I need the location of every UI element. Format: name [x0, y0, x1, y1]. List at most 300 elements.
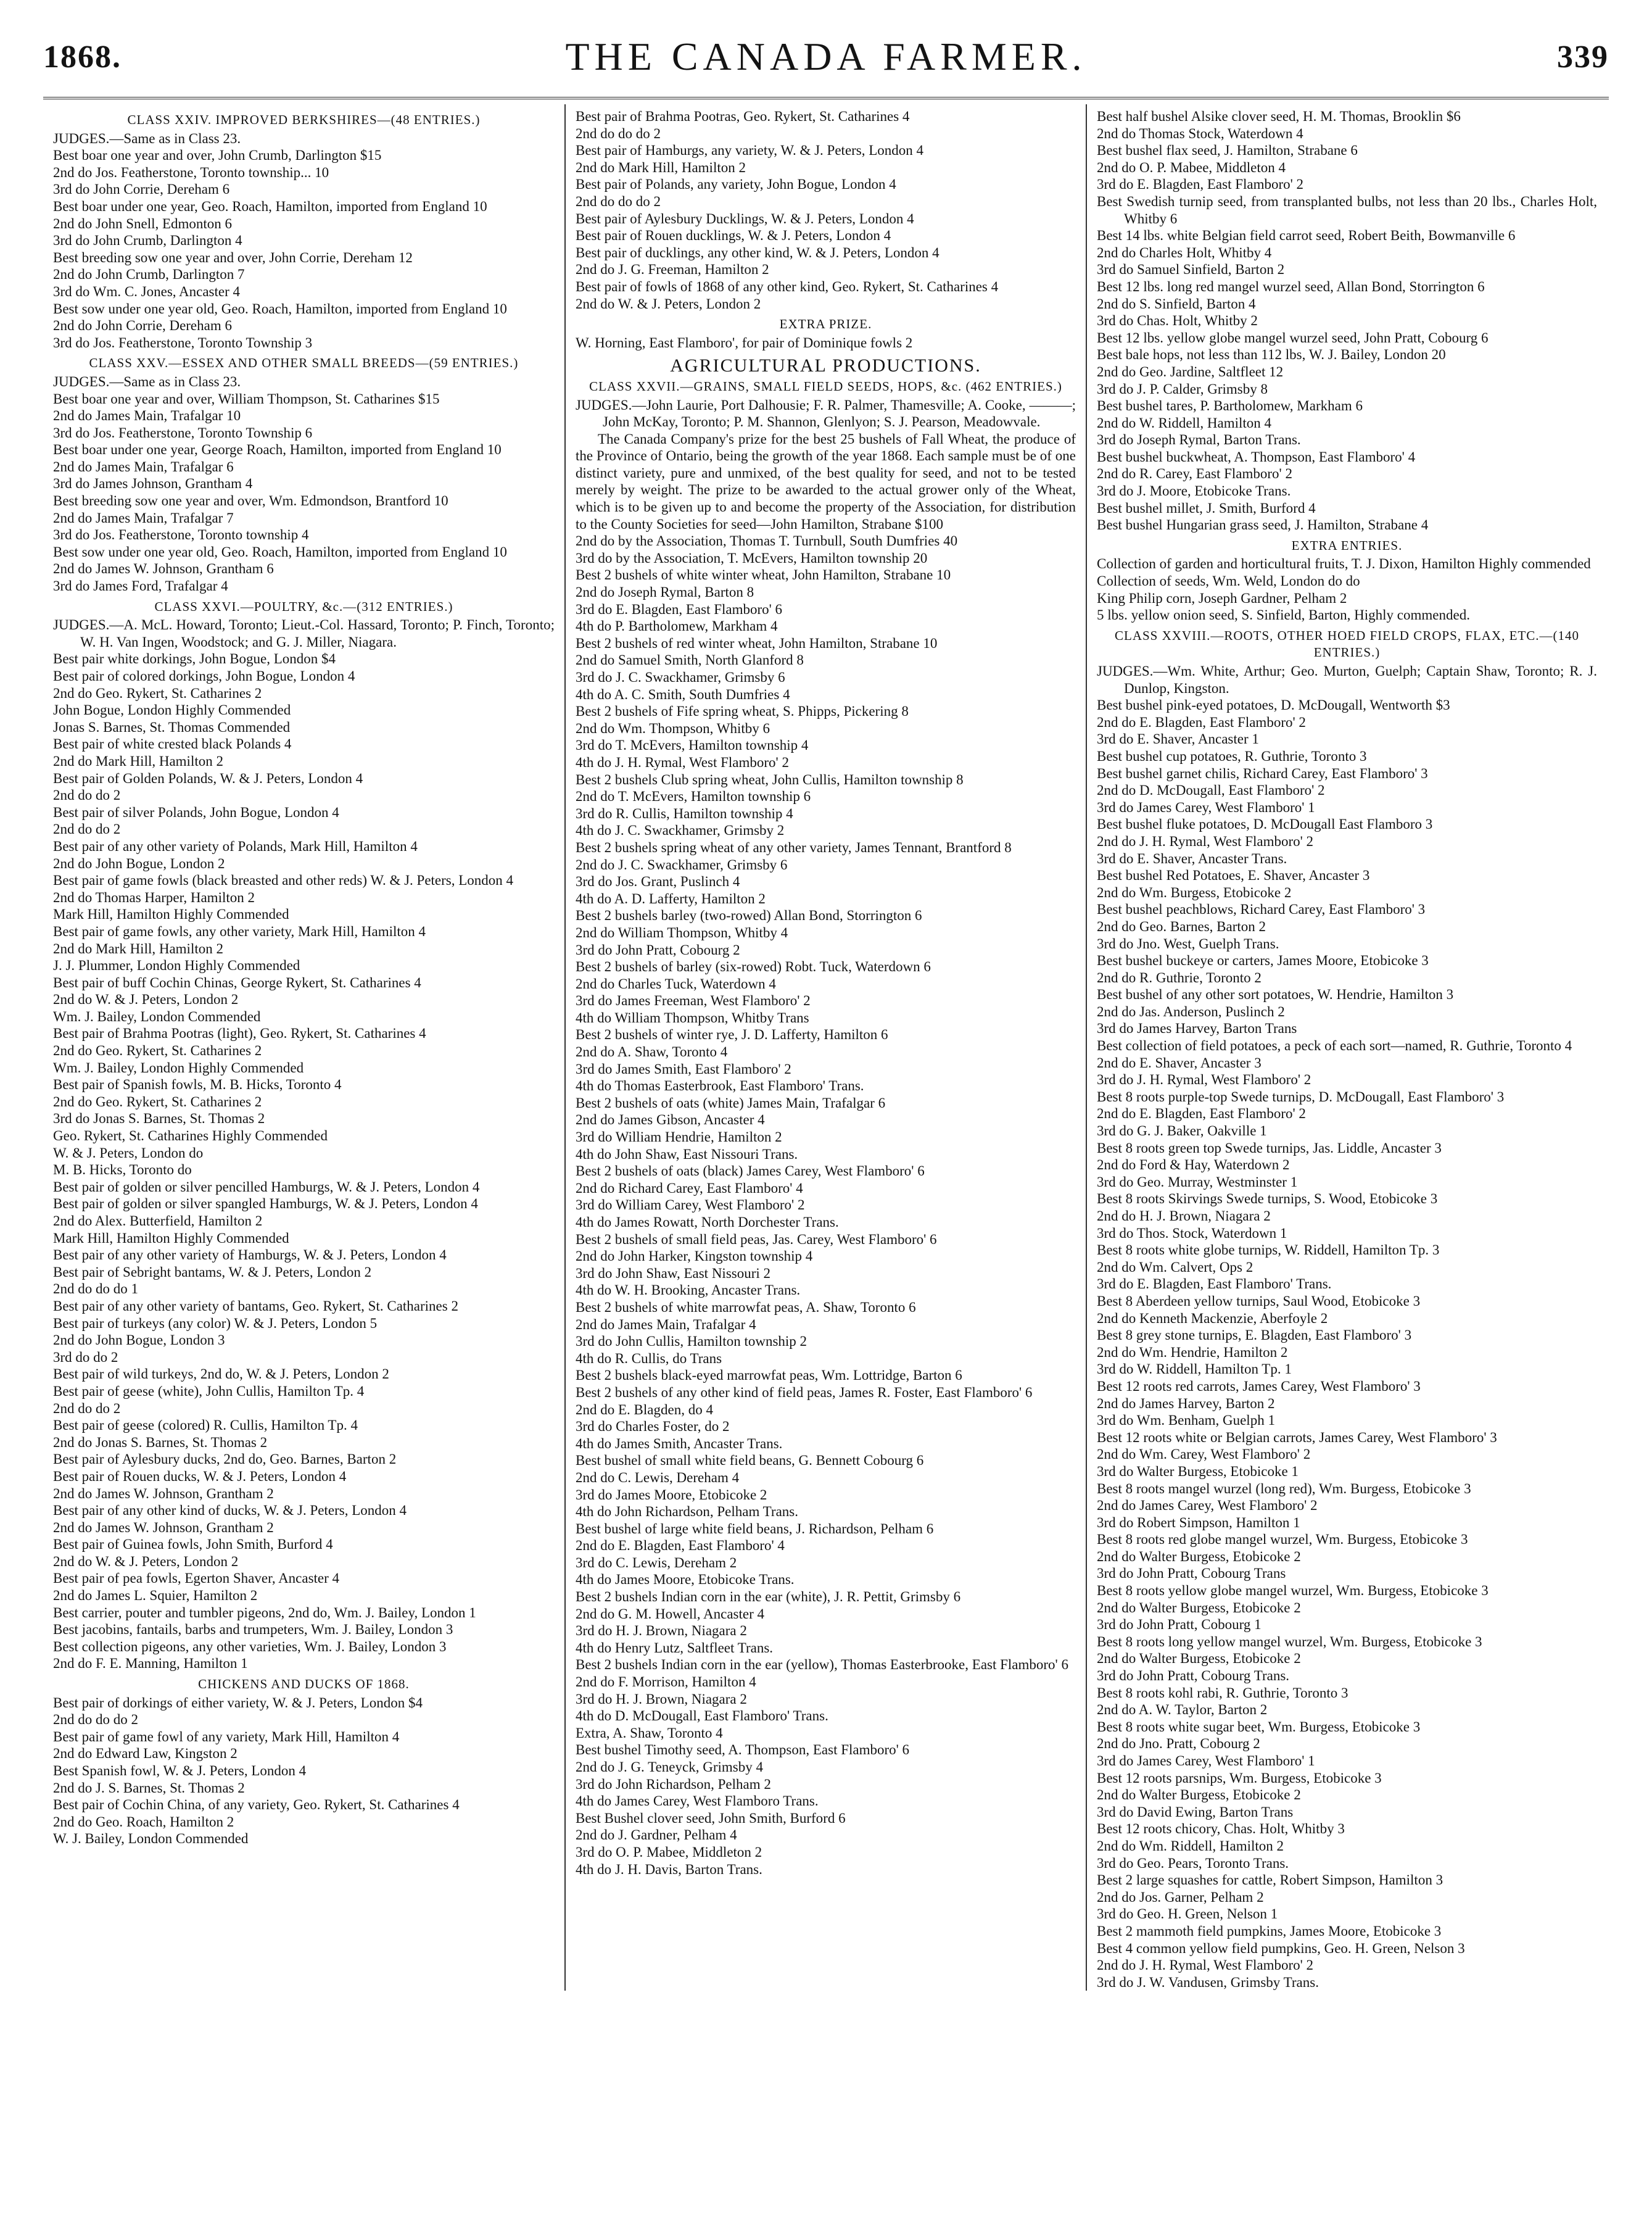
- prize-entry: 2nd do Wm. Carey, West Flamboro' 2: [1097, 1446, 1311, 1462]
- section-heading: AGRICULTURAL PRODUCTIONS.: [670, 355, 981, 376]
- prize-entry: 3rd do John Shaw, East Nissouri 2: [576, 1265, 771, 1281]
- prize-entry: Best pair of Polands, any variety, John Bogue, London 4: [576, 176, 896, 193]
- prize-entry: Best 2 bushels of oats (white) James Main, Trafalgar 6: [576, 1095, 886, 1111]
- prize-entry: Best pair of game fowls, any other variety, Mark Hill, Hamilton 4: [53, 923, 426, 939]
- columns: [43, 104, 1609, 1991]
- prize-entry: Best 2 mammoth field pumpkins, James Moore, Etobicoke 3: [1097, 1923, 1442, 1939]
- prize-entry: Best pair of buff Cochin Chinas, George Rykert, St. Catharines 4: [53, 974, 421, 990]
- prize-entry: Best 8 roots long yellow mangel wurzel, Wm. Burgess, Etobicoke 3: [1097, 1633, 1482, 1649]
- prize-entry: Best carrier, pouter and tumbler pigeons, 2nd do, Wm. J. Bailey, London 1: [53, 1604, 476, 1620]
- column-middle: [564, 104, 1086, 1991]
- prize-entry: 2nd do F. Morrison, Hamilton 4: [576, 1674, 756, 1690]
- prize-entry: 2nd do E. Blagden, East Flamboro' 2: [1097, 1106, 1306, 1122]
- prize-entry: 2nd do Mark Hill, Hamilton 2: [53, 753, 223, 769]
- prize-entry: Best 2 bushels of barley (six-rowed) Robt. Tuck, Waterdown 6: [576, 959, 931, 975]
- prize-entry: Best pair of dorkings of either variety, W. & J. Peters, London $4: [53, 1694, 423, 1710]
- prize-entry: 2nd do James L. Squier, Hamilton 2: [53, 1588, 258, 1604]
- prize-entry: 3rd do H. J. Brown, Niagara 2: [576, 1691, 747, 1707]
- prize-entry: 4th do John Shaw, East Nissouri Trans.: [576, 1146, 798, 1162]
- prize-entry: 2nd do Wm. Thompson, Whitby 6: [576, 720, 770, 736]
- prize-entry: Best pair of any other kind of ducks, W. & J. Peters, London 4: [53, 1503, 407, 1519]
- prize-entry: Jonas S. Barnes, St. Thomas Commended: [53, 719, 291, 735]
- prize-entry: Best 12 lbs. yellow globe mangel wurzel seed, John Pratt, Cobourg 6: [1097, 330, 1489, 346]
- prize-entry: Best bale hops, not less than 112 lbs, W. J. Bailey, London 20: [1097, 347, 1446, 363]
- prize-entry: Best pair of Cochin China, of any variety, Geo. Rykert, St. Catharines 4: [53, 1797, 460, 1813]
- prize-entry: 3rd do Chas. Holt, Whitby 2: [1097, 313, 1258, 329]
- prize-entry: 3rd do W. Riddell, Hamilton Tp. 1: [1097, 1361, 1292, 1377]
- prize-entry: 2nd do Geo. Rykert, St. Catharines 2: [53, 1043, 262, 1059]
- prize-entry: 2nd do Joseph Rymal, Barton 8: [576, 584, 754, 600]
- prize-entry: 3rd do Geo. Pears, Toronto Trans.: [1097, 1855, 1289, 1871]
- prize-entry: Best pair of golden or silver spangled Hamburgs, W. & J. Peters, London 4: [53, 1196, 478, 1212]
- prize-entry: 3rd do James Moore, Etobicoke 2: [576, 1487, 767, 1503]
- prize-entry: 3rd do John Richardson, Pelham 2: [576, 1776, 771, 1792]
- prize-entry: 3rd do James Smith, East Flamboro' 2: [576, 1061, 791, 1077]
- prize-entry: 2nd do W. & J. Peters, London 2: [576, 296, 761, 312]
- prize-entry: 2nd do Jas. Anderson, Puslinch 2: [1097, 1003, 1285, 1019]
- prize-entry: 2nd do Wm. Riddell, Hamilton 2: [1097, 1838, 1284, 1854]
- prize-entry: 2nd do do 2: [53, 787, 121, 803]
- prize-entry: 4th do A. C. Smith, South Dumfries 4: [576, 686, 790, 702]
- prize-entry: 3rd do J. P. Calder, Grimsby 8: [1097, 381, 1268, 397]
- prize-entry: Best bushel millet, J. Smith, Burford 4: [1097, 500, 1316, 516]
- prize-entry: Best 2 bushels of small field peas, Jas. Carey, West Flamboro' 6: [576, 1231, 937, 1247]
- prize-entry: 3rd do James Freeman, West Flamboro' 2: [576, 993, 811, 1009]
- prize-entry: 2nd do Jno. Pratt, Cobourg 2: [1097, 1736, 1260, 1752]
- prize-entry: Best pair of any other variety of Hamburgs, W. & J. Peters, London 4: [53, 1247, 447, 1263]
- publication-title: THE CANADA FARMER.: [565, 35, 1087, 78]
- prize-entry: 2nd do James W. Johnson, Grantham 6: [53, 561, 274, 577]
- prize-entry: 2nd do J. Gardner, Pelham 4: [576, 1827, 737, 1843]
- prize-entry: 3rd do John Crumb, Darlington 4: [53, 233, 242, 249]
- prize-entry: 2nd do T. McEvers, Hamilton township 6: [576, 789, 811, 805]
- prize-entry: Best boar under one year, George Roach, Hamilton, imported from England 10: [53, 442, 502, 458]
- prize-entry: Best pair of Golden Polands, W. & J. Peters, London 4: [53, 770, 363, 786]
- prize-entry: 2nd do John Harker, Kingston township 4: [576, 1248, 813, 1264]
- prize-entry: The Canada Company's prize for the best 25 bushels of Fall Wheat, the produce of the Province of Ontario, being the growth of the year 1868. Each sample must be of one distinct variety, pure and unmixed, of the best quality for seed, and not to be tested merely by weight. The prize to be awarded to the actual grower only of the Wheat, which is to be given up to and become the property of the Association, for distribution to the County Societies for seed—John Hamilton, Strabane $100: [576, 431, 1076, 532]
- prize-entry: 2nd do Geo. Rykert, St. Catharines 2: [53, 685, 262, 701]
- prize-entry: Best pair of Spanish fowls, M. B. Hicks, Toronto 4: [53, 1077, 342, 1093]
- prize-entry: Best 2 bushels of white marrowfat peas, A. Shaw, Toronto 6: [576, 1299, 916, 1315]
- section-heading: CLASS XXVIII.—ROOTS, OTHER HOED FIELD CROPS, FLAX, ETC.—(140 ENTRIES.): [1114, 628, 1580, 660]
- prize-entry: 4th do James Carey, West Flamboro Trans.: [576, 1793, 819, 1809]
- prize-entry: 3rd do Jos. Featherstone, Toronto Township 3: [53, 334, 313, 350]
- prize-entry: 3rd do James Carey, West Flamboro' 1: [1097, 1753, 1315, 1769]
- prize-entry: Best 8 roots white sugar beet, Wm. Burgess, Etobicoke 3: [1097, 1719, 1421, 1735]
- prize-entry: 2nd do J. G. Freeman, Hamilton 2: [576, 262, 769, 278]
- prize-entry: JUDGES.—A. McL. Howard, Toronto; Lieut.-Col. Hassard, Toronto; P. Finch, Toronto; W. H. Van Ingen, Woodstock; and G. J. Miller, Niagara.: [53, 617, 555, 650]
- prize-entry: 3rd do J. C. Swackhamer, Grimsby 6: [576, 670, 785, 685]
- prize-entry: Best 8 roots Skirvings Swede turnips, S. Wood, Etobicoke 3: [1097, 1191, 1438, 1207]
- section-heading: CHICKENS AND DUCKS OF 1868.: [198, 1677, 410, 1692]
- prize-entry: 3rd do R. Cullis, Hamilton township 4: [576, 805, 793, 821]
- prize-entry: Best pair of silver Polands, John Bogue, London 4: [53, 804, 339, 820]
- prize-entry: Best Bushel clover seed, John Smith, Burford 6: [576, 1810, 846, 1826]
- prize-entry: 2nd do John Bogue, London 3: [53, 1332, 225, 1348]
- prize-entry: 2nd do James W. Johnson, Grantham 2: [53, 1519, 274, 1535]
- prize-entry: 2nd do Jos. Garner, Pelham 2: [1097, 1889, 1264, 1905]
- prize-entry: 2nd do A. W. Taylor, Barton 2: [1097, 1702, 1268, 1718]
- prize-entry: Collection of garden and horticultural fruits, T. J. Dixon, Hamilton Highly commended: [1097, 556, 1591, 572]
- prize-entry: Best pair of golden or silver pencilled Hamburgs, W. & J. Peters, London 4: [53, 1179, 480, 1195]
- prize-entry: 2nd do James Main, Trafalgar 6: [53, 458, 234, 475]
- prize-entry: Best 2 large squashes for cattle, Robert Simpson, Hamilton 3: [1097, 1872, 1443, 1888]
- prize-entry: 3rd do E. Shaver, Ancaster Trans.: [1097, 850, 1287, 866]
- prize-entry: Best pair of Aylesbury Ducklings, W. & J. Peters, London 4: [576, 210, 914, 226]
- prize-entry: 3rd do Robert Simpson, Hamilton 1: [1097, 1514, 1300, 1530]
- prize-entry: 3rd do O. P. Mabee, Middleton 2: [576, 1844, 762, 1860]
- prize-entry: 2nd do Edward Law, Kingston 2: [53, 1746, 237, 1762]
- prize-entry: Best 8 roots green top Swede turnips, Jas. Liddle, Ancaster 3: [1097, 1140, 1442, 1156]
- issue-year: 1868.: [43, 39, 122, 75]
- prize-entry: JUDGES.—Same as in Class 23.: [53, 373, 241, 389]
- prize-entry: 4th do James Moore, Etobicoke Trans.: [576, 1572, 795, 1588]
- prize-entry: Best 2 bushels of red winter wheat, John Hamilton, Strabane 10: [576, 635, 938, 651]
- prize-entry: Best 4 common yellow field pumpkins, Geo. H. Green, Nelson 3: [1097, 1940, 1465, 1956]
- prize-entry: 2nd do William Thompson, Whitby 4: [576, 924, 788, 940]
- prize-entry: 2nd do Jos. Featherstone, Toronto township... 10: [53, 164, 329, 180]
- prize-entry: 2nd do do 2: [53, 1400, 121, 1416]
- prize-entry: 2nd do James Main, Trafalgar 4: [576, 1316, 756, 1332]
- prize-entry: 3rd do E. Shaver, Ancaster 1: [1097, 731, 1259, 747]
- prize-entry: 2nd do Wm. Burgess, Etobicoke 2: [1097, 884, 1292, 900]
- prize-entry: Best bushel Red Potatoes, E. Shaver, Ancaster 3: [1097, 868, 1370, 884]
- prize-entry: Best 12 roots chicory, Chas. Holt, Whitby 3: [1097, 1821, 1345, 1837]
- prize-entry: W. Horning, East Flamboro', for pair of Dominique fowls 2: [576, 334, 913, 350]
- prize-entry: Best pair of geese (white), John Cullis, Hamilton Tp. 4: [53, 1383, 365, 1399]
- prize-entry: Best pair of pea fowls, Egerton Shaver, Ancaster 4: [53, 1570, 340, 1586]
- prize-entry: M. B. Hicks, Toronto do: [53, 1162, 192, 1178]
- prize-entry: 3rd do James Ford, Trafalgar 4: [53, 578, 228, 594]
- prize-entry: 3rd do T. McEvers, Hamilton township 4: [576, 737, 809, 753]
- column-left: [43, 104, 564, 1991]
- prize-entry: 2nd do Richard Carey, East Flamboro' 4: [576, 1180, 803, 1196]
- prize-entry: 4th do John Richardson, Pelham Trans.: [576, 1504, 798, 1520]
- prize-entry: Best pair of game fowls (black breasted and other reds) W. & J. Peters, London 4: [53, 873, 514, 889]
- prize-entry: Collection of seeds, Wm. Weld, London do do: [1097, 573, 1360, 589]
- prize-entry: 3rd do Jno. West, Guelph Trans.: [1097, 935, 1279, 952]
- prize-entry: 2nd do Wm. Calvert, Ops 2: [1097, 1259, 1253, 1275]
- masthead: [43, 34, 1609, 83]
- prize-entry: 2nd do Thomas Harper, Hamilton 2: [53, 889, 255, 905]
- prize-entry: 2nd do C. Lewis, Dereham 4: [576, 1469, 740, 1485]
- prize-entry: 2nd do Geo. Jardine, Saltfleet 12: [1097, 363, 1284, 379]
- prize-entry: 3rd do Walter Burgess, Etobicoke 1: [1097, 1463, 1299, 1479]
- prize-entry: 2nd do John Corrie, Dereham 6: [53, 318, 232, 334]
- prize-entry: 3rd do Thos. Stock, Waterdown 1: [1097, 1225, 1287, 1241]
- prize-entry: 2nd do W. & J. Peters, London 2: [53, 992, 239, 1008]
- prize-entry: 2nd do W. Riddell, Hamilton 4: [1097, 415, 1272, 431]
- prize-entry: 3rd do Geo. Murray, Westminster 1: [1097, 1174, 1298, 1190]
- prize-entry: 2nd do do do 2: [53, 1712, 138, 1728]
- prize-entry: 2nd do J. C. Swackhamer, Grimsby 6: [576, 856, 788, 873]
- header-rule: [43, 97, 1609, 99]
- prize-entry: Mark Hill, Hamilton Highly Commended: [53, 1230, 289, 1246]
- prize-entry: 3rd do William Hendrie, Hamilton 2: [576, 1129, 782, 1145]
- prize-entry: 2nd do W. & J. Peters, London 2: [53, 1553, 239, 1569]
- prize-entry: Best collection pigeons, any other varieties, Wm. J. Bailey, London 3: [53, 1638, 447, 1654]
- page-number: 339: [1557, 39, 1609, 75]
- prize-entry: 3rd do John Pratt, Cobourg 1: [1097, 1617, 1262, 1633]
- prize-entry: Best pair white dorkings, John Bogue, London $4: [53, 651, 336, 667]
- prize-entry: Best pair of colored dorkings, John Bogue, London 4: [53, 668, 355, 684]
- prize-entry: Best breeding sow one year and over, John Corrie, Dereham 12: [53, 249, 413, 265]
- prize-entry: 2nd do E. Blagden, East Flamboro' 4: [576, 1538, 785, 1554]
- prize-entry: Best pair of geese (colored) R. Cullis, Hamilton Tp. 4: [53, 1417, 358, 1433]
- section-heading: CLASS XXVII.—GRAINS, SMALL FIELD SEEDS, HOPS, &c. (462 ENTRIES.): [589, 378, 1062, 394]
- prize-entry: Best bushel buckeye or carters, James Moore, Etobicoke 3: [1097, 953, 1429, 969]
- prize-entry: 4th do Thomas Easterbrook, East Flamboro' Trans.: [576, 1078, 864, 1094]
- prize-entry: 2nd do James W. Johnson, Grantham 2: [53, 1485, 274, 1501]
- prize-entry: 3rd do J. W. Vandusen, Grimsby Trans.: [1097, 1974, 1319, 1990]
- section-heading: EXTRA ENTRIES.: [1291, 537, 1403, 553]
- prize-entry: 2nd do do 2: [53, 821, 121, 837]
- prize-entry: 3rd do John Pratt, Cobourg 2: [576, 942, 740, 958]
- prize-entry: Extra, A. Shaw, Toronto 4: [576, 1725, 723, 1741]
- prize-entry: 3rd do Wm. C. Jones, Ancaster 4: [53, 283, 241, 299]
- prize-entry: 2nd do James Carey, West Flamboro' 2: [1097, 1498, 1318, 1514]
- prize-entry: 5 lbs. yellow onion seed, S. Sinfield, Barton, Highly commended.: [1097, 607, 1470, 623]
- section-heading: EXTRA PRIZE.: [779, 317, 872, 332]
- prize-entry: 4th do J. H. Rymal, West Flamboro' 2: [576, 754, 789, 770]
- prize-entry: 4th do Henry Lutz, Saltfleet Trans.: [576, 1640, 774, 1656]
- prize-entry: 2nd do Charles Holt, Whitby 4: [1097, 244, 1272, 260]
- prize-entry: W. & J. Peters, London do: [53, 1145, 204, 1161]
- prize-entry: W. J. Bailey, London Commended: [53, 1831, 249, 1847]
- prize-entry: Best sow under one year old, Geo. Roach, Hamilton, imported from England 10: [53, 301, 507, 317]
- prize-entry: John Bogue, London Highly Commended: [53, 702, 291, 718]
- prize-entry: 2nd do James Main, Trafalgar 10: [53, 408, 241, 424]
- prize-entry: 2nd do by the Association, Thomas T. Turnbull, South Dumfries 40: [576, 533, 958, 549]
- prize-entry: Best 14 lbs. white Belgian field carrot seed, Robert Beith, Bowmanville 6: [1097, 228, 1516, 244]
- prize-entry: Best pair of fowls of 1868 of any other kind, Geo. Rykert, St. Catharines 4: [576, 278, 999, 294]
- prize-entry: 3rd do John Cullis, Hamilton township 2: [576, 1333, 807, 1350]
- prize-entry: Best 2 bushels of Fife spring wheat, S. Phipps, Pickering 8: [576, 703, 909, 719]
- prize-entry: 3rd do E. Blagden, East Flamboro' 6: [576, 601, 783, 617]
- prize-entry: Best pair of Rouen ducklings, W. & J. Peters, London 4: [576, 228, 891, 244]
- prize-entry: Best 8 roots red globe mangel wurzel, Wm. Burgess, Etobicoke 3: [1097, 1532, 1468, 1548]
- prize-entry: 4th do J. H. Davis, Barton Trans.: [576, 1861, 762, 1877]
- prize-entry: Best 8 roots kohl rabi, R. Guthrie, Toronto 3: [1097, 1685, 1348, 1701]
- prize-entry: Best 2 bushels barley (two-rowed) Allan Bond, Storrington 6: [576, 908, 922, 924]
- prize-entry: Best bushel of any other sort potatoes, W. Hendrie, Hamilton 3: [1097, 987, 1454, 1003]
- prize-entry: Best pair of Sebright bantams, W. & J. Peters, London 2: [53, 1264, 372, 1280]
- prize-entry: JUDGES.—John Laurie, Port Dalhousie; F. R. Palmer, Thamesville; A. Cooke, ———; John McKay, Toronto; P. M. Shannon, Glenlyon; S. J. Pearson, Meadowvale.: [576, 397, 1076, 430]
- prize-entry: 2nd do Walter Burgess, Etobicoke 2: [1097, 1599, 1301, 1615]
- prize-entry: Best pair of white crested black Polands 4: [53, 736, 292, 752]
- column-right: [1086, 104, 1607, 1991]
- prize-entry: JUDGES.—Same as in Class 23.: [53, 130, 241, 146]
- prize-entry: 2nd do John Crumb, Darlington 7: [53, 267, 245, 283]
- prize-entry: Best Spanish fowl, W. & J. Peters, London 4: [53, 1763, 307, 1778]
- prize-entry: 2nd do A. Shaw, Toronto 4: [576, 1044, 728, 1060]
- prize-entry: Best pair of Guinea fowls, John Smith, Burford 4: [53, 1536, 333, 1553]
- prize-entry: Best bushel of small white field beans, G. Bennett Cobourg 6: [576, 1453, 924, 1469]
- prize-entry: 2nd do J. S. Barnes, St. Thomas 2: [53, 1780, 245, 1796]
- prize-entry: 2nd do D. McDougall, East Flamboro' 2: [1097, 782, 1325, 798]
- prize-entry: Best 2 bushels Indian corn in the ear (yellow), Thomas Easterbrooke, East Flamboro' 6: [576, 1657, 1068, 1673]
- prize-entry: 2nd do Mark Hill, Hamilton 2: [576, 159, 746, 175]
- prize-entry: Best bushel tares, P. Bartholomew, Markham 6: [1097, 398, 1363, 414]
- prize-entry: Best 2 bushels of white winter wheat, John Hamilton, Strabane 10: [576, 567, 951, 583]
- prize-entry: 3rd do John Pratt, Cobourg Trans.: [1097, 1668, 1290, 1684]
- prize-entry: Best pair of Rouen ducks, W. & J. Peters, London 4: [53, 1468, 347, 1484]
- prize-entry: 2nd do Walter Burgess, Etobicoke 2: [1097, 1787, 1301, 1803]
- prize-entry: Best bushel flax seed, J. Hamilton, Strabane 6: [1097, 143, 1358, 159]
- prize-entry: Best pair of game fowl of any variety, Mark Hill, Hamilton 4: [53, 1728, 400, 1744]
- prize-entry: 2nd do Kenneth Mackenzie, Aberfoyle 2: [1097, 1310, 1328, 1326]
- prize-entry: 2nd do James Gibson, Ancaster 4: [576, 1112, 765, 1128]
- prize-entry: Best 12 roots parsnips, Wm. Burgess, Etobicoke 3: [1097, 1770, 1382, 1786]
- prize-entry: 2nd do J. H. Rymal, West Flamboro' 2: [1097, 1957, 1314, 1973]
- prize-entry: 3rd do John Corrie, Dereham 6: [53, 181, 230, 197]
- prize-entry: Best 8 roots mangel wurzel (long red), Wm. Burgess, Etobicoke 3: [1097, 1480, 1471, 1496]
- prize-entry: Best pair of ducklings, any other kind, W. & J. Peters, London 4: [576, 244, 940, 260]
- prize-entry: Best half bushel Alsike clover seed, H. M. Thomas, Brooklin $6: [1097, 109, 1461, 124]
- prize-entry: Best 2 bushels spring wheat of any other variety, James Tennant, Brantford 8: [576, 839, 1012, 855]
- prize-entry: 2nd do James Main, Trafalgar 7: [53, 510, 234, 526]
- prize-entry: 2nd do Geo. Rykert, St. Catharines 2: [53, 1093, 262, 1109]
- prize-entry: Best pair of any other variety of Polands, Mark Hill, Hamilton 4: [53, 838, 418, 854]
- prize-entry: 2nd do Thomas Stock, Waterdown 4: [1097, 125, 1303, 141]
- prize-entry: 3rd do Jonas S. Barnes, St. Thomas 2: [53, 1111, 265, 1127]
- prize-entry: Best bushel Hungarian grass seed, J. Hamilton, Strabane 4: [1097, 517, 1429, 533]
- prize-entry: 2nd do do do 1: [53, 1281, 138, 1297]
- prize-entry: 3rd do John Pratt, Cobourg Trans: [1097, 1565, 1286, 1582]
- prize-entry: Best pair of turkeys (any color) W. & J. Peters, London 5: [53, 1315, 378, 1331]
- prize-entry: Best 2 bushels of winter rye, J. D. Lafferty, Hamilton 6: [576, 1027, 888, 1043]
- prize-entry: J. J. Plummer, London Highly Commended: [53, 958, 300, 974]
- prize-entry: 3rd do J. H. Rymal, West Flamboro' 2: [1097, 1072, 1311, 1088]
- prize-entry: Best 8 roots purple-top Swede turnips, D. McDougall, East Flamboro' 3: [1097, 1088, 1505, 1105]
- prize-entry: Best 2 bushels Indian corn in the ear (white), J. R. Pettit, Grimsby 6: [576, 1589, 961, 1605]
- prize-entry: 2nd do Geo. Barnes, Barton 2: [1097, 918, 1266, 934]
- prize-entry: Best 8 grey stone turnips, E. Blagden, East Flamboro' 3: [1097, 1327, 1412, 1343]
- prize-entry: 3rd do by the Association, T. McEvers, Hamilton township 20: [576, 550, 928, 566]
- prize-entry: Best pair of any other variety of bantams, Geo. Rykert, St. Catharines 2: [53, 1298, 458, 1314]
- prize-entry: Mark Hill, Hamilton Highly Commended: [53, 906, 289, 923]
- prize-entry: 2nd do James Harvey, Barton 2: [1097, 1395, 1275, 1411]
- prize-entry: 3rd do H. J. Brown, Niagara 2: [576, 1623, 747, 1639]
- prize-entry: 4th do James Rowatt, North Dorchester Trans.: [576, 1214, 839, 1230]
- prize-entry: 2nd do R. Guthrie, Toronto 2: [1097, 969, 1262, 985]
- prize-entry: 2nd do H. J. Brown, Niagara 2: [1097, 1208, 1271, 1224]
- prize-entry: Best boar one year and over, William Thompson, St. Catharines $15: [53, 391, 440, 407]
- prize-entry: 3rd do G. J. Baker, Oakville 1: [1097, 1123, 1267, 1139]
- prize-entry: Best 8 roots yellow globe mangel wurzel, Wm. Burgess, Etobicoke 3: [1097, 1583, 1489, 1599]
- prize-entry: 3rd do William Carey, West Flamboro' 2: [576, 1197, 805, 1213]
- prize-entry: Best 2 bushels black-eyed marrowfat peas, Wm. Lottridge, Barton 6: [576, 1367, 962, 1383]
- prize-entry: 3rd do James Harvey, Barton Trans: [1097, 1021, 1297, 1037]
- prize-entry: Best Swedish turnip seed, from transplanted bulbs, not less than 20 lbs., Charles Holt, Whitby 6: [1097, 193, 1597, 226]
- prize-entry: 3rd do James Johnson, Grantham 4: [53, 476, 253, 492]
- prize-entry: 2nd do J. H. Rymal, West Flamboro' 2: [1097, 833, 1314, 849]
- prize-entry: 3rd do J. Moore, Etobicoke Trans.: [1097, 483, 1291, 499]
- prize-entry: 4th do J. C. Swackhamer, Grimsby 2: [576, 823, 785, 839]
- prize-entry: Best collection of field potatoes, a peck of each sort—named, R. Guthrie, Toronto 4: [1097, 1038, 1572, 1054]
- prize-entry: 2nd do S. Sinfield, Barton 4: [1097, 296, 1256, 312]
- prize-entry: 2nd do Charles Tuck, Waterdown 4: [576, 976, 776, 992]
- prize-entry: 2nd do Ford & Hay, Waterdown 2: [1097, 1157, 1290, 1173]
- prize-entry: Best pair of Brahma Pootras (light), Geo. Rykert, St. Catharines 4: [53, 1026, 426, 1042]
- prize-entry: 3rd do Jos. Grant, Puslinch 4: [576, 874, 740, 890]
- prize-entry: 2nd do E. Blagden, East Flamboro' 2: [1097, 714, 1306, 730]
- prize-entry: 3rd do Wm. Benham, Guelph 1: [1097, 1412, 1275, 1428]
- prize-entry: 2nd do E. Shaver, Ancaster 3: [1097, 1055, 1262, 1071]
- prize-entry: 3rd do Geo. H. Green, Nelson 1: [1097, 1906, 1278, 1922]
- prize-entry: 3rd do E. Blagden, East Flamboro' Trans.: [1097, 1276, 1332, 1292]
- prize-entry: 2nd do Walter Burgess, Etobicoke 2: [1097, 1548, 1301, 1564]
- prize-entry: Best bushel fluke potatoes, D. McDougall East Flamboro 3: [1097, 816, 1433, 832]
- prize-entry: Best 2 bushels of oats (black) James Carey, West Flamboro' 6: [576, 1163, 925, 1179]
- prize-entry: 3rd do Joseph Rymal, Barton Trans.: [1097, 432, 1301, 448]
- prize-entry: 3rd do James Carey, West Flamboro' 1: [1097, 799, 1315, 815]
- prize-entry: Best breeding sow one year and over, Wm. Edmondson, Brantford 10: [53, 493, 448, 509]
- prize-entry: Best boar under one year, Geo. Roach, Hamilton, imported from England 10: [53, 198, 487, 214]
- prize-entry: 2nd do Mark Hill, Hamilton 2: [53, 940, 223, 956]
- prize-entry: 2nd do O. P. Mabee, Middleton 4: [1097, 159, 1286, 175]
- prize-entry: 3rd do Samuel Sinfield, Barton 2: [1097, 262, 1285, 278]
- prize-entry: Best 2 bushels of any other kind of field peas, James R. Foster, East Flamboro' 6: [576, 1384, 1033, 1400]
- prize-entry: Best jacobins, fantails, barbs and trumpeters, Wm. J. Bailey, London 3: [53, 1622, 453, 1638]
- prize-entry: 2nd do Walter Burgess, Etobicoke 2: [1097, 1651, 1301, 1667]
- prize-entry: 2nd do Geo. Roach, Hamilton 2: [53, 1814, 234, 1830]
- prize-entry: Geo. Rykert, St. Catharines Highly Commended: [53, 1128, 328, 1144]
- prize-entry: Best 2 bushels Club spring wheat, John Cullis, Hamilton township 8: [576, 771, 964, 787]
- prize-entry: 3rd do Jos. Featherstone, Toronto township 4: [53, 527, 309, 543]
- prize-entry: Best bushel Timothy seed, A. Thompson, East Flamboro' 6: [576, 1742, 910, 1758]
- prize-entry: 4th do P. Bartholomew, Markham 4: [576, 618, 778, 634]
- prize-entry: Best sow under one year old, Geo. Roach, Hamilton, imported from England 10: [53, 544, 507, 560]
- prize-entry: King Philip corn, Joseph Gardner, Pelham 2: [1097, 590, 1347, 606]
- prize-entry: 3rd do E. Blagden, East Flamboro' 2: [1097, 176, 1304, 193]
- prize-entry: Best pair of wild turkeys, 2nd do, W. & J. Peters, London 2: [53, 1366, 389, 1382]
- prize-entry: Best 8 roots white globe turnips, W. Riddell, Hamilton Tp. 3: [1097, 1242, 1440, 1258]
- prize-entry: 4th do W. H. Brooking, Ancaster Trans.: [576, 1282, 801, 1298]
- prize-entry: 4th do A. D. Lafferty, Hamilton 2: [576, 890, 766, 906]
- prize-entry: 3rd do do 2: [53, 1349, 118, 1365]
- prize-entry: 2nd do E. Blagden, do 4: [576, 1401, 713, 1417]
- prize-entry: Best 8 Aberdeen yellow turnips, Saul Wood, Etobicoke 3: [1097, 1293, 1421, 1309]
- prize-entry: Best bushel garnet chilis, Richard Carey, East Flamboro' 3: [1097, 765, 1428, 781]
- prize-entry: 4th do William Thompson, Whitby Trans: [576, 1010, 809, 1026]
- prize-entry: 2nd do G. M. Howell, Ancaster 4: [576, 1606, 764, 1622]
- prize-entry: 2nd do do do 2: [576, 125, 661, 141]
- prize-entry: 2nd do R. Carey, East Flamboro' 2: [1097, 466, 1292, 482]
- prize-entry: Best 12 roots red carrots, James Carey, West Flamboro' 3: [1097, 1378, 1421, 1394]
- prize-entry: Best 12 lbs. long red mangel wurzel seed, Allan Bond, Storrington 6: [1097, 278, 1485, 294]
- prize-entry: JUDGES.—Wm. White, Arthur; Geo. Murton, Guelph; Captain Shaw, Toronto; R. J. Dunlop, Kingston.: [1097, 663, 1597, 696]
- section-heading: CLASS XXV.—ESSEX AND OTHER SMALL BREEDS—(59 ENTRIES.): [89, 355, 519, 371]
- prize-entry: Best bushel cup potatoes, R. Guthrie, Toronto 3: [1097, 748, 1367, 764]
- prize-entry: 4th do James Smith, Ancaster Trans.: [576, 1435, 783, 1451]
- prize-entry: 4th do R. Cullis, do Trans: [576, 1350, 722, 1366]
- prize-entry: Best boar one year and over, John Crumb, Darlington $15: [53, 147, 382, 164]
- prize-entry: 2nd do Jonas S. Barnes, St. Thomas 2: [53, 1434, 268, 1450]
- prize-entry: 3rd do Jos. Featherstone, Toronto Township 6: [53, 425, 313, 441]
- prize-entry: 2nd do John Snell, Edmonton 6: [53, 215, 233, 231]
- prize-entry: 2nd do Samuel Smith, North Glanford 8: [576, 652, 804, 668]
- section-heading: CLASS XXIV. IMPROVED BERKSHIRES—(48 ENTRIES.): [127, 112, 481, 127]
- prize-entry: Best 12 roots white or Belgian carrots, James Carey, West Flamboro' 3: [1097, 1429, 1497, 1445]
- prize-entry: 2nd do F. E. Manning, Hamilton 1: [53, 1656, 248, 1672]
- prize-entry: 2nd do J. G. Teneyck, Grimsby 4: [576, 1759, 763, 1775]
- prize-entry: Wm. J. Bailey, London Highly Commended: [53, 1059, 304, 1076]
- prize-entry: 2nd do do do 2: [576, 193, 661, 209]
- prize-entry: 3rd do David Ewing, Barton Trans: [1097, 1804, 1294, 1820]
- prize-entry: Best bushel buckwheat, A. Thompson, East Flamboro' 4: [1097, 449, 1416, 465]
- prize-entry: Wm. J. Bailey, London Commended: [53, 1008, 261, 1024]
